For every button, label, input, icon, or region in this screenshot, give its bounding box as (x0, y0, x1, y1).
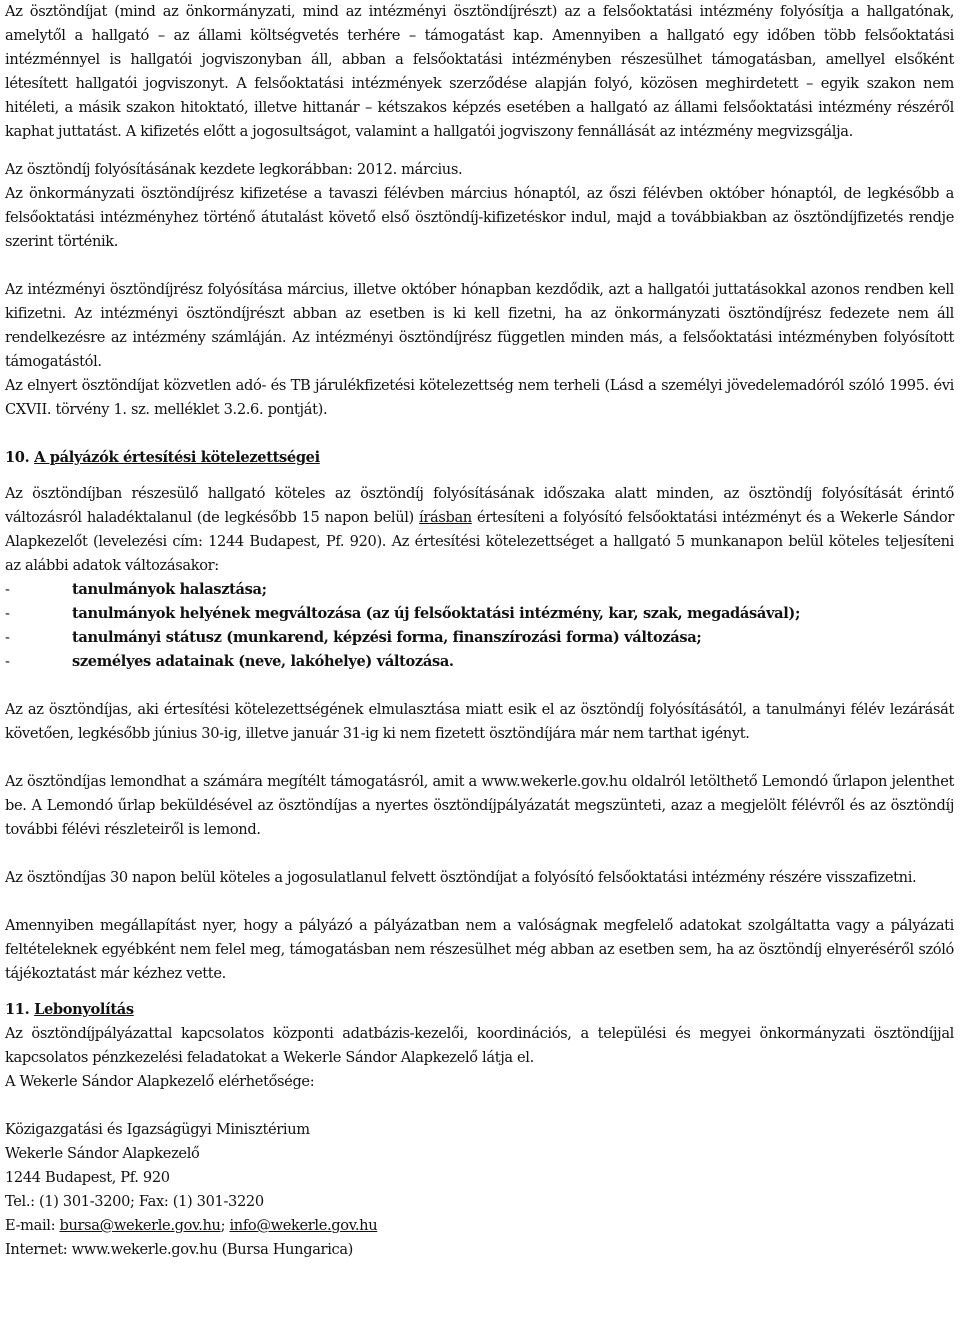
paragraph-municipal-payment: Az önkormányzati ösztöndíjrész kifizetése a tavaszi félévben március hónaptól, az őszi félévben október hónaptól, de legkésőbb a felsőoktatási intézményhez történő átutalást követő első ösztöndíj-kifizetéskor indul, majd a továbbiakban az ösztöndíjfizetés rendje szerint történik. (5, 185, 954, 250)
address-ministry: Közigazgatási és Igazságügyi Minisztérium (5, 1121, 310, 1138)
list-item: - tanulmányok helyének megváltozása (az új felsőoktatási intézmény, kar, szak, megadásával); (5, 605, 801, 622)
list-item: - tanulmányi státusz (munkarend, képzési forma, finanszírozási forma) változása; (5, 629, 702, 646)
email-link-bursa[interactable]: bursa@wekerle.gov.hu (59, 1217, 221, 1234)
address-organization: Wekerle Sándor Alapkezelő (5, 1145, 200, 1162)
list-item: - személyes adatainak (neve, lakóhelye) változása. (5, 653, 454, 670)
address-phone: Tel.: (1) 301-3200; Fax: (1) 301-3220 (5, 1193, 264, 1210)
email-link-info[interactable]: info@wekerle.gov.hu (229, 1217, 378, 1234)
contact-address (5, 1118, 954, 1262)
list-item: - tanulmányok halasztása; (5, 581, 267, 598)
paragraph-start-date: Az ösztöndíj folyósításának kezdete legkorábban: 2012. március. (5, 161, 463, 178)
paragraph-repayment: Az ösztöndíjas 30 napon belül köteles a jogosulatlanul felvett ösztöndíjat a folyósító felsőoktatási intézmény részére visszafizetni. (5, 869, 917, 886)
address-website: Internet: www.wekerle.gov.hu (Bursa Hungarica) (5, 1241, 354, 1258)
paragraph-tax-exemption: Az elnyert ösztöndíjat közvetlen adó- és TB járulékfizetési kötelezettség nem terheli (Lásd a személyi jövedelemadóról szóló 1995. évi CXVII. törvény 1. sz. melléklet 3.2.6. pontját). (5, 377, 954, 418)
underlined-first-relationship: elsőként létesített hallgatói jogviszonyt (5, 51, 954, 92)
paragraph-institutional-payment: Az intézményi ösztöndíjrész folyósítása március, illetve október hónapban kezdődik, azt a hallgatói juttatásokkal azonos rendben kell kifizetni. Az intézményi ösztöndíjrészt abban az esetben is ki kell fizetni, ha az önkormányzati ösztöndíjrész fedezete nem áll rendelkezésre az intézmény számláján. Az intézményi ösztöndíjrész független minden más, a felsőoktatási intézményben folyósított támogatástól. (5, 281, 954, 370)
section-10-heading: 10. A pályázók értesítési kötelezettségei (5, 449, 320, 466)
paragraph-false-data: Amennyiben megállapítást nyer, hogy a pályázó a pályázatban nem a valóságnak megfelelő adatokat szolgáltatta vagy a pályázati feltételeknek egyébként nem felel meg, támogatásban nem részesülhet még abban az esetben sem, ha az ösztöndíj elnyeréséről szóló tájékoztatást már kézhez vette. (5, 917, 954, 982)
paragraph-administration: Az ösztöndíjpályázattal kapcsolatos központi adatbázis-kezelői, koordinációs, a települési és megyei önkormányzati ösztöndíjjal kapcsolatos pénzkezelési feladatokat a Wekerle Sándor Alapkezelő látja el. (5, 1025, 954, 1066)
paragraph-resignation: Az ösztöndíjas lemondhat a számára megítélt támogatásról, amit a www.wekerle.gov.hu oldalról letölthető Lemondó űrlapon jelenthet be. A Lemondó űrlap beküldésével az ösztöndíjas a nyertes ösztöndíjpályázatát megszünteti, azaz a megjelölt félévről és az ösztöndíj további félévi részleteiről is lemond. (5, 773, 954, 838)
section-11-heading: 11. Lebonyolítás (5, 1001, 134, 1018)
paragraph-notification-duty: Az ösztöndíjban részesülő hallgató köteles az ösztöndíj folyósításának időszaka alatt minden, az ösztöndíj folyósítását érintő változásról haladéktalanul (de legkésőbb 15 napon belül) írásban értesíteni a folyósító felsőoktatási intézményt és a Wekerle Sándor Alapkezelőt (levelezési cím: 1244 Budapest, Pf. 920). Az értesítési kötelezettséget a hallgató 5 munkanapon belül köteles teljesíteni az alábbi adatok változásakor: (5, 485, 954, 574)
paragraph-contact-intro: A Wekerle Sándor Alapkezelő elérhetősége: (5, 1073, 315, 1090)
change-list (5, 578, 954, 674)
address-email: E-mail: bursa@wekerle.gov.hu; info@wekerle.gov.hu (5, 1217, 378, 1234)
address-postal: 1244 Budapest, Pf. 920 (5, 1169, 170, 1186)
paragraph-payment-institution: Az ösztöndíjat (mind az önkormányzati, mind az intézményi ösztöndíjrészt) az a felsőoktatási intézmény folyósítja a hallgatónak, amelytől a hallgató – az állami költségvetés terhére – támogatást kap. Amennyiben a hallgató egy időben több felsőoktatási intézménnyel is hallgatói jogviszonyban áll, abban a felsőoktatási intézményben részesülhet támogatásban, amellyel elsőként létesített hallgatói jogviszonyt. A felsőoktatási intézmények szerződése alapján folyó, közösen meghirdetett – egyik szakon nem hitéleti, a másik szakon hitoktató, illetve hittanár – kétszakos képzés esetében a hallgató az állami felsőoktatási intézmény részéről kaphat juttatást. A kifizetés előtt a jogosultságot, valamint a hallgatói jogviszony fennállását az intézmény megvizsgálja. (5, 3, 954, 140)
underlined-in-writing: írásban (419, 509, 472, 526)
paragraph-forfeit: Az az ösztöndíjas, aki értesítési kötelezettségének elmulasztása miatt esik el az ösztöndíj folyósításától, a tanulmányi félév lezárását követően, legkésőbb június 30-ig, illetve január 31-ig ki nem fizetett ösztöndíjára már nem tarthat igényt. (5, 701, 954, 742)
